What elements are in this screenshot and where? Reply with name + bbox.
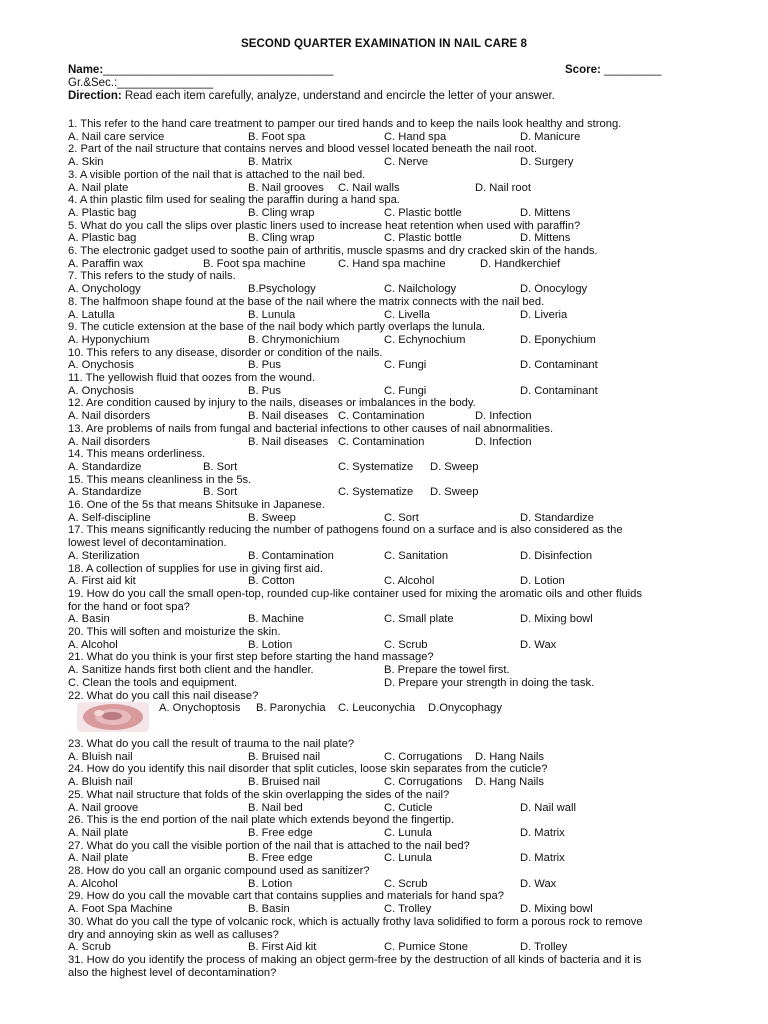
answer-option: D.Onycophagy	[428, 702, 503, 715]
question-text: 19. How do you call the small open-top, rounded cup-like container used for mixing the aromatic oils and other fluids	[68, 587, 642, 600]
answer-option: A. Sanitize hands first both client and the handler.	[68, 664, 314, 677]
answer-option: B. Pus	[248, 359, 281, 372]
question-19-continued	[68, 601, 718, 614]
question-text: 25. What nail structure that folds of the skin overlapping the sides of the nail?	[68, 788, 450, 801]
question-text: 17. This means significantly reducing the number of pathogens found on a surface and is also considered as the	[68, 524, 623, 537]
question-28	[68, 865, 718, 878]
answer-option: B. Bruised nail	[248, 776, 321, 789]
answer-option: A. Bluish nail	[68, 776, 133, 789]
question-9	[68, 321, 718, 334]
question-8	[68, 296, 718, 309]
question-19	[68, 588, 718, 601]
question-31-continued	[68, 967, 718, 980]
answer-option: D. Prepare your strength in doing the task.	[384, 676, 595, 689]
question-7	[68, 270, 718, 283]
question-text: 5. What do you call the slips over plastic liners used to increase heat retention when used with paraffin?	[68, 219, 581, 232]
question-text: 9. The cuticle extension at the base of the nail body which partly overlaps the lunula.	[68, 321, 486, 334]
question-text: 16. One of the 5s that means Shitsuke in Japanese.	[68, 499, 325, 511]
question-11	[68, 372, 718, 385]
answer-option: B. Nail bed	[248, 801, 303, 814]
question-text: 27. What do you call the visible portion of the nail that is attached to the nail bed?	[68, 839, 470, 852]
answer-option: D. Standardize	[520, 511, 595, 524]
question-3	[68, 169, 718, 182]
answer-option: C. Lunula	[384, 826, 432, 839]
answer-option: D. Lotion	[520, 575, 565, 588]
answer-option: B.Psychology	[248, 283, 316, 296]
grsec-label: Gr.&Sec.:	[68, 77, 118, 89]
answer-option: B. Sort	[203, 486, 238, 499]
answer-option: C. Hand spa machine	[338, 257, 446, 270]
question-text: dry and annoying skin as well as calluses?	[68, 928, 279, 941]
nail-disease-photo	[77, 702, 149, 732]
question-text: also the highest level of decontamination?	[68, 966, 277, 979]
answer-option: A. Onychoptosis	[159, 702, 241, 715]
question-1	[68, 118, 718, 131]
answer-option: D. Eponychium	[520, 333, 596, 346]
answer-option: A. Paraffin wax	[68, 257, 144, 270]
name-label: Name:	[68, 64, 104, 76]
score-blank: _________	[604, 64, 662, 76]
answer-option: C. Nail walls	[338, 181, 400, 194]
exam-title: SECOND QUARTER EXAMINATION IN NAIL CARE 8	[240, 38, 528, 50]
question-text: 14. This means orderliness.	[68, 448, 206, 461]
answer-option: B. Prepare the towel first.	[384, 664, 510, 677]
answer-option: D. Hang Nails	[475, 776, 545, 789]
answer-option: A. Nail care service	[68, 130, 165, 143]
answer-option: C. Fungi	[384, 384, 427, 397]
answer-option: B. Lotion	[248, 877, 293, 890]
name-blank: ____________________________________	[103, 64, 334, 76]
answer-option: B. First Aid kit	[248, 941, 317, 954]
question-text: 30. What do you call the type of volcanic rock, which is actually frothy lava solidified to form a porous rock to remove	[68, 915, 643, 928]
answer-option: B. Contamination	[248, 549, 334, 562]
answer-option: D. Onocylogy	[520, 283, 588, 296]
question-text: 26. This is the end portion of the nail plate which extends beyond the fingertip.	[68, 814, 455, 827]
answer-option: B. Lotion	[248, 638, 293, 651]
question-text: lowest level of decontamination.	[68, 537, 227, 550]
direction	[68, 90, 555, 103]
grsec-blank: _______________	[117, 77, 214, 89]
answer-option: D. Trolley	[520, 941, 568, 954]
question-text: 10. This refers to any disease, disorder or condition of the nails.	[68, 346, 383, 359]
answer-option: B. Cling wrap	[248, 206, 315, 219]
answer-option: B. Pus	[248, 384, 281, 397]
answer-option: A. Self-discipline	[68, 511, 151, 524]
answer-option: C. Contamination	[338, 435, 425, 448]
question-5	[68, 220, 718, 233]
question-29	[68, 890, 718, 903]
question-text: 29. How do you call the movable cart that contains supplies and materials for hand spa?	[68, 890, 504, 903]
question-text: 2. Part of the nail structure that contains nerves and blood vessel located beneath the nail root.	[68, 143, 537, 156]
answer-option: D. Wax	[520, 877, 557, 890]
question-text: 13. Are problems of nails from fungal and bacterial infections to other causes of nail abnormalities.	[68, 422, 554, 435]
question-20	[68, 626, 718, 639]
answer-option: D. Mixing bowl	[520, 613, 593, 626]
answer-option: D. Contaminant	[520, 359, 598, 372]
answer-option: D. Manicure	[520, 130, 581, 143]
question-text: 8. The halfmoon shape found at the base of the nail where the matrix connects with the nail bed.	[68, 295, 545, 308]
answer-option: D. Disinfection	[520, 549, 593, 562]
answer-option: B. Sweep	[248, 511, 296, 524]
answer-option: A. Standardize	[68, 486, 142, 499]
answer-option: A. Hyponychium	[68, 333, 150, 346]
answer-option: D. Sweep	[430, 460, 479, 473]
answer-option: A. Basin	[68, 613, 110, 626]
question-text: 3. A visible portion of the nail that is attached to the nail bed.	[68, 168, 366, 181]
question-27	[68, 840, 718, 853]
answer-option: B. Paronychia	[256, 702, 326, 715]
answer-option: D. Mixing bowl	[520, 903, 593, 916]
answer-option: B. Sort	[203, 460, 238, 473]
answer-option: B. Bruised nail	[248, 750, 321, 763]
answer-option: C. Hand spa	[384, 130, 447, 143]
question-text: 15. This means cleanliness in the 5s.	[68, 473, 252, 486]
answer-option: B. Cling wrap	[248, 232, 315, 245]
answer-option: A. First aid kit	[68, 575, 136, 588]
question-10	[68, 347, 718, 360]
answer-option: D. Infection	[475, 410, 532, 423]
answer-option: C. Cuticle	[384, 801, 433, 814]
answer-option: D. Infection	[475, 435, 532, 448]
answer-option: D. Surgery	[520, 156, 574, 169]
answer-option: C. Leuconychia	[338, 702, 416, 715]
question-13	[68, 423, 718, 436]
question-18	[68, 563, 718, 576]
answer-option: C. Clean the tools and equipment.	[68, 676, 238, 689]
name-field	[68, 64, 333, 77]
question-25	[68, 789, 718, 802]
question-12	[68, 397, 718, 410]
answer-option: A. Nail plate	[68, 826, 129, 839]
answer-option: C. Lunula	[384, 852, 432, 865]
answer-option: D. Nail wall	[520, 801, 576, 814]
answer-option: D. Wax	[520, 638, 557, 651]
score-field	[565, 64, 662, 77]
answer-option: B. Foot spa machine	[203, 257, 306, 270]
grade-section-field	[68, 77, 213, 90]
question-15	[68, 474, 718, 487]
answer-option: C. Echynochium	[384, 333, 466, 346]
answer-option: C. Plastic bottle	[384, 232, 462, 245]
answer-option: C. Systematize	[338, 460, 414, 473]
answer-option: A. Nail plate	[68, 852, 129, 865]
question-17	[68, 524, 718, 537]
answer-option: B. Chrymonichium	[248, 333, 340, 346]
answer-option: C. Pumice Stone	[384, 941, 468, 954]
answer-option: D. Liveria	[520, 308, 568, 321]
answer-option: C. Scrub	[384, 877, 428, 890]
answer-option: B. Foot spa	[248, 130, 306, 143]
answer-option: C. Nerve	[384, 156, 429, 169]
answer-option: A. Onychosis	[68, 359, 134, 372]
answer-option: C. Sort	[384, 511, 419, 524]
answer-option: B. Nail grooves	[248, 181, 324, 194]
question-text: 28. How do you call an organic compound used as sanitizer?	[68, 865, 370, 877]
question-text: for the hand or foot spa?	[68, 600, 190, 613]
answer-option: A. Alcohol	[68, 877, 118, 890]
answer-option: A. Onychology	[68, 283, 141, 296]
answer-option: A. Plastic bag	[68, 206, 137, 219]
question-14	[68, 448, 718, 461]
answer-option: C. Livella	[384, 308, 431, 321]
answer-option: C. Corrugations	[384, 750, 463, 763]
answer-option: A. Skin	[68, 156, 104, 169]
question-30	[68, 916, 718, 929]
answer-option: A. Bluish nail	[68, 750, 133, 763]
question-text: 6. The electronic gadget used to soothe pain of arthritis, muscle spasms and dry cracked skin of the hands.	[68, 245, 598, 257]
direction-label: Direction:	[68, 90, 122, 102]
answer-option: A. Plastic bag	[68, 232, 137, 245]
answer-option: D. Matrix	[520, 852, 565, 865]
answer-option: A. Sterilization	[68, 549, 140, 562]
question-text: 31. How do you identify the process of making an object germ-free by the destruction of all kinds of bacteria and it is	[68, 953, 642, 966]
question-30-continued	[68, 929, 718, 942]
question-text: 4. A thin plastic film used for sealing the paraffin during a hand spa.	[68, 194, 400, 207]
answer-option: C. Plastic bottle	[384, 206, 462, 219]
answer-option: C. Corrugations	[384, 776, 463, 789]
question-text: 21. What do you think is your first step before starting the hand massage?	[68, 651, 434, 664]
answer-option: C. Fungi	[384, 359, 427, 372]
answer-option: D. Hang Nails	[475, 750, 545, 763]
question-text: 12. Are condition caused by injury to the nails, diseases or imbalances in the body.	[68, 397, 476, 410]
answer-option: A. Scrub	[68, 941, 111, 954]
answer-option: C. Nailchology	[384, 283, 457, 296]
question-6	[68, 245, 718, 258]
answer-option: A. Nail disorders	[68, 435, 151, 448]
answer-option: C. Sanitation	[384, 549, 449, 562]
answer-option: D. Sweep	[430, 486, 479, 499]
answer-option: C. Alcohol	[384, 575, 435, 588]
answer-option: A. Standardize	[68, 460, 142, 473]
question-text: 18. A collection of supplies for use in giving first aid.	[68, 562, 323, 575]
question-22	[68, 690, 718, 703]
answer-option: B. Lunula	[248, 308, 296, 321]
answer-option: D. Matrix	[520, 826, 565, 839]
question-text: 24. How do you identify this nail disorder that split cuticles, loose skin separates from the cuticle?	[68, 763, 548, 776]
answer-option: B. Free edge	[248, 852, 313, 865]
score-label: Score:	[565, 64, 601, 76]
question-24	[68, 763, 718, 776]
question-21	[68, 651, 718, 664]
question-4	[68, 194, 718, 207]
answer-option: C. Systematize	[338, 486, 414, 499]
answer-option: B. Nail diseases	[248, 435, 329, 448]
answer-option: C. Scrub	[384, 638, 428, 651]
answer-option: B. Machine	[248, 613, 304, 626]
question-text: 22. What do you call this nail disease?	[68, 689, 259, 702]
question-text: 7. This refers to the study of nails.	[68, 270, 236, 283]
answer-option: D. Mittens	[520, 206, 571, 219]
question-31	[68, 954, 718, 967]
answer-option: A. Alcohol	[68, 638, 118, 651]
answer-option: A. Nail disorders	[68, 410, 151, 423]
answer-option: C. Contamination	[338, 410, 425, 423]
question-text: 11. The yellowish fluid that oozes from the wound.	[68, 372, 316, 384]
question-16	[68, 499, 718, 512]
answer-option: A. Latulla	[68, 308, 115, 321]
answer-option: B. Free edge	[248, 826, 313, 839]
direction-text: Read each item carefully, analyze, understand and encircle the letter of your answer.	[121, 90, 555, 102]
question-26	[68, 814, 718, 827]
answer-option: D. Nail root	[475, 181, 531, 194]
question-text: 1. This refer to the hand care treatment to pamper our tired hands and to keep the nails look healthy and strong.	[68, 118, 622, 130]
answer-option: A. Foot Spa Machine	[68, 903, 173, 916]
answer-option: B. Nail diseases	[248, 410, 329, 423]
answer-option: A. Nail plate	[68, 181, 129, 194]
answer-option: B. Matrix	[248, 156, 293, 169]
question-text: 20. This will soften and moisturize the skin.	[68, 626, 281, 638]
answer-option: D. Contaminant	[520, 384, 598, 397]
answer-option: A. Onychosis	[68, 384, 134, 397]
question-17-continued	[68, 537, 718, 550]
question-text: 23. What do you call the result of trauma to the nail plate?	[68, 738, 355, 750]
question-2	[68, 143, 718, 156]
answer-option: C. Small plate	[384, 613, 454, 626]
answer-option: B. Basin	[248, 903, 290, 916]
answer-option: B. Cotton	[248, 575, 295, 588]
answer-option: A. Nail groove	[68, 801, 139, 814]
answer-option: D. Handkerchief	[480, 257, 561, 270]
question-23	[68, 738, 718, 751]
answer-option: C. Trolley	[384, 903, 432, 916]
answer-option: D. Mittens	[520, 232, 571, 245]
